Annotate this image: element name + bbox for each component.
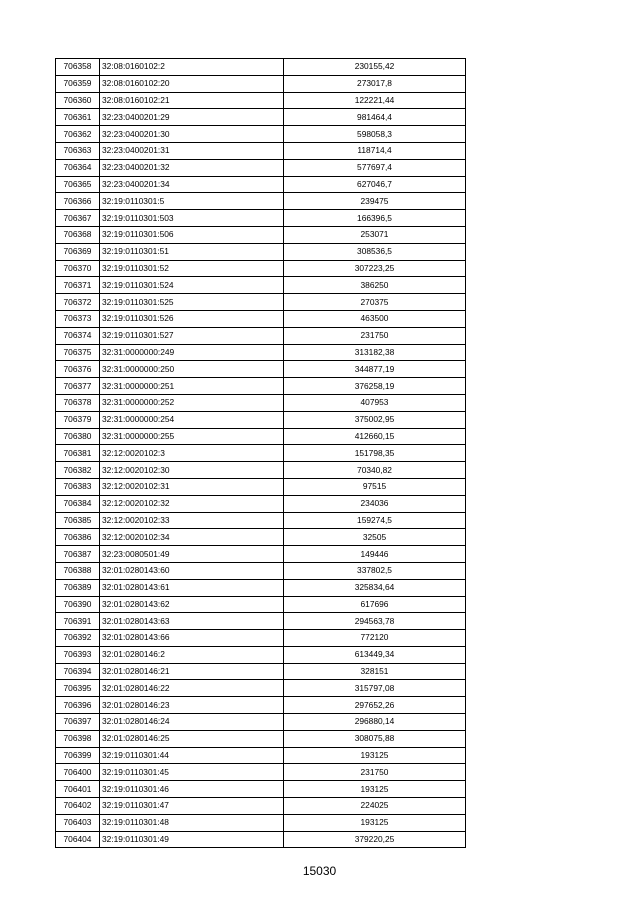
cadastral-number-cell: 32:19:0110301:525	[100, 294, 284, 311]
value-cell: 617696	[284, 596, 466, 613]
cadastral-number-cell: 32:31:0000000:254	[100, 411, 284, 428]
row-number-cell: 706365	[56, 176, 100, 193]
table-row	[56, 546, 466, 563]
value-cell: 151798,35	[284, 445, 466, 462]
row-number-cell: 706360	[56, 92, 100, 109]
row-number-cell: 706372	[56, 294, 100, 311]
value-cell: 70340,82	[284, 462, 466, 479]
row-number-cell: 706380	[56, 428, 100, 445]
value-cell: 97515	[284, 478, 466, 495]
row-number-cell: 706375	[56, 344, 100, 361]
table-row	[56, 142, 466, 159]
cadastral-number-cell: 32:01:0280143:62	[100, 596, 284, 613]
value-cell: 386250	[284, 277, 466, 294]
row-number-cell: 706386	[56, 529, 100, 546]
cadastral-number-cell: 32:12:0020102:34	[100, 529, 284, 546]
row-number-cell: 706378	[56, 394, 100, 411]
row-number-cell: 706384	[56, 495, 100, 512]
table-row	[56, 226, 466, 243]
table-row	[56, 59, 466, 76]
value-cell: 375002,95	[284, 411, 466, 428]
value-cell: 337802,5	[284, 562, 466, 579]
value-cell: 253071	[284, 226, 466, 243]
row-number-cell: 706368	[56, 226, 100, 243]
value-cell: 231750	[284, 327, 466, 344]
table-row	[56, 361, 466, 378]
cadastral-number-cell: 32:31:0000000:255	[100, 428, 284, 445]
row-number-cell: 706395	[56, 680, 100, 697]
table-row	[56, 529, 466, 546]
table-row	[56, 327, 466, 344]
table-row	[56, 394, 466, 411]
row-number-cell: 706403	[56, 814, 100, 831]
value-cell: 308075,88	[284, 730, 466, 747]
table-row	[56, 579, 466, 596]
cadastral-number-cell: 32:19:0110301:49	[100, 831, 284, 848]
cadastral-number-cell: 32:23:0400201:30	[100, 126, 284, 143]
row-number-cell: 706367	[56, 210, 100, 227]
row-number-cell: 706371	[56, 277, 100, 294]
row-number-cell: 706363	[56, 142, 100, 159]
table-row	[56, 310, 466, 327]
row-number-cell: 706383	[56, 478, 100, 495]
row-number-cell: 706399	[56, 747, 100, 764]
cadastral-number-cell: 32:23:0080501:49	[100, 546, 284, 563]
cadastral-number-cell: 32:01:0280146:24	[100, 714, 284, 731]
value-cell: 376258,19	[284, 378, 466, 395]
table-row	[56, 814, 466, 831]
row-number-cell: 706373	[56, 310, 100, 327]
row-number-cell: 706359	[56, 75, 100, 92]
cadastral-number-cell: 32:01:0280143:60	[100, 562, 284, 579]
value-cell: 407953	[284, 394, 466, 411]
value-cell: 328151	[284, 663, 466, 680]
value-cell: 315797,08	[284, 680, 466, 697]
cadastral-number-cell: 32:31:0000000:252	[100, 394, 284, 411]
row-number-cell: 706389	[56, 579, 100, 596]
row-number-cell: 706398	[56, 730, 100, 747]
cadastral-number-cell: 32:19:0110301:526	[100, 310, 284, 327]
row-number-cell: 706369	[56, 243, 100, 260]
table-row	[56, 294, 466, 311]
table-row	[56, 159, 466, 176]
table-row	[56, 462, 466, 479]
cadastral-number-cell: 32:19:0110301:52	[100, 260, 284, 277]
value-cell: 32505	[284, 529, 466, 546]
table-row	[56, 92, 466, 109]
cadastral-number-cell: 32:19:0110301:44	[100, 747, 284, 764]
table-row	[56, 378, 466, 395]
table-row	[56, 176, 466, 193]
cadastral-number-cell: 32:19:0110301:506	[100, 226, 284, 243]
row-number-cell: 706401	[56, 781, 100, 798]
table-row	[56, 344, 466, 361]
value-cell: 231750	[284, 764, 466, 781]
table-row	[56, 646, 466, 663]
cadastral-number-cell: 32:12:0020102:31	[100, 478, 284, 495]
row-number-cell: 706364	[56, 159, 100, 176]
value-cell: 193125	[284, 814, 466, 831]
table-row	[56, 747, 466, 764]
table-row	[56, 697, 466, 714]
cadastral-number-cell: 32:19:0110301:51	[100, 243, 284, 260]
value-cell: 296880,14	[284, 714, 466, 731]
value-cell: 159274,5	[284, 512, 466, 529]
page-number: 15030	[302, 864, 337, 878]
value-cell: 273017,8	[284, 75, 466, 92]
row-number-cell: 706366	[56, 193, 100, 210]
row-number-cell: 706400	[56, 764, 100, 781]
cadastral-number-cell: 32:12:0020102:32	[100, 495, 284, 512]
table-row	[56, 243, 466, 260]
cadastral-number-cell: 32:23:0400201:34	[100, 176, 284, 193]
value-cell: 230155,42	[284, 59, 466, 76]
row-number-cell: 706377	[56, 378, 100, 395]
table-row	[56, 680, 466, 697]
table-body	[56, 59, 466, 848]
cadastral-number-cell: 32:01:0280143:61	[100, 579, 284, 596]
cadastral-number-cell: 32:12:0020102:3	[100, 445, 284, 462]
cadastral-number-cell: 32:23:0400201:32	[100, 159, 284, 176]
row-number-cell: 706394	[56, 663, 100, 680]
cadastral-number-cell: 32:01:0280146:25	[100, 730, 284, 747]
table-row	[56, 630, 466, 647]
row-number-cell: 706388	[56, 562, 100, 579]
value-cell: 325834,64	[284, 579, 466, 596]
table-row	[56, 613, 466, 630]
table-row	[56, 663, 466, 680]
value-cell: 613449,34	[284, 646, 466, 663]
table-row	[56, 714, 466, 731]
table-row	[56, 445, 466, 462]
value-cell: 224025	[284, 798, 466, 815]
cadastral-number-cell: 32:08:0160102:21	[100, 92, 284, 109]
table-row	[56, 210, 466, 227]
row-number-cell: 706358	[56, 59, 100, 76]
cadastral-number-cell: 32:01:0280143:66	[100, 630, 284, 647]
row-number-cell: 706397	[56, 714, 100, 731]
cadastral-number-cell: 32:23:0400201:31	[100, 142, 284, 159]
row-number-cell: 706362	[56, 126, 100, 143]
cadastral-number-cell: 32:12:0020102:33	[100, 512, 284, 529]
cadastral-number-cell: 32:19:0110301:503	[100, 210, 284, 227]
value-cell: 297652,26	[284, 697, 466, 714]
cadastral-number-cell: 32:19:0110301:527	[100, 327, 284, 344]
value-cell: 577697,4	[284, 159, 466, 176]
table-row	[56, 277, 466, 294]
table-row	[56, 562, 466, 579]
table-row	[56, 512, 466, 529]
cadastral-number-cell: 32:19:0110301:47	[100, 798, 284, 815]
value-cell: 294563,78	[284, 613, 466, 630]
table-row	[56, 428, 466, 445]
row-number-cell: 706404	[56, 831, 100, 848]
table-row	[56, 193, 466, 210]
table-row	[56, 831, 466, 848]
value-cell: 772120	[284, 630, 466, 647]
value-cell: 122221,44	[284, 92, 466, 109]
cadastral-number-cell: 32:31:0000000:250	[100, 361, 284, 378]
value-cell: 627046,7	[284, 176, 466, 193]
row-number-cell: 706390	[56, 596, 100, 613]
row-number-cell: 706385	[56, 512, 100, 529]
cadastral-number-cell: 32:31:0000000:249	[100, 344, 284, 361]
table-row	[56, 478, 466, 495]
cadastral-number-cell: 32:01:0280146:23	[100, 697, 284, 714]
row-number-cell: 706374	[56, 327, 100, 344]
value-cell: 308536,5	[284, 243, 466, 260]
table-row	[56, 411, 466, 428]
value-cell: 166396,5	[284, 210, 466, 227]
table-row	[56, 798, 466, 815]
value-cell: 270375	[284, 294, 466, 311]
row-number-cell: 706379	[56, 411, 100, 428]
value-cell: 463500	[284, 310, 466, 327]
table-row	[56, 126, 466, 143]
row-number-cell: 706393	[56, 646, 100, 663]
row-number-cell: 706402	[56, 798, 100, 815]
value-cell: 379220,25	[284, 831, 466, 848]
row-number-cell: 706387	[56, 546, 100, 563]
row-number-cell: 706392	[56, 630, 100, 647]
cadastral-number-cell: 32:08:0160102:20	[100, 75, 284, 92]
value-cell: 981464,4	[284, 109, 466, 126]
value-cell: 313182,38	[284, 344, 466, 361]
cadastral-number-cell: 32:01:0280146:2	[100, 646, 284, 663]
cadastral-value-table	[55, 58, 466, 848]
table-row	[56, 495, 466, 512]
table-row	[56, 764, 466, 781]
value-cell: 193125	[284, 781, 466, 798]
value-cell: 344877,19	[284, 361, 466, 378]
row-number-cell: 706396	[56, 697, 100, 714]
cadastral-number-cell: 32:23:0400201:29	[100, 109, 284, 126]
table-row	[56, 596, 466, 613]
cadastral-number-cell: 32:08:0160102:2	[100, 59, 284, 76]
cadastral-number-cell: 32:01:0280146:22	[100, 680, 284, 697]
cadastral-number-cell: 32:19:0110301:48	[100, 814, 284, 831]
cadastral-number-cell: 32:19:0110301:45	[100, 764, 284, 781]
value-cell: 412660,15	[284, 428, 466, 445]
cadastral-number-cell: 32:12:0020102:30	[100, 462, 284, 479]
value-cell: 193125	[284, 747, 466, 764]
table-row	[56, 75, 466, 92]
value-cell: 307223,25	[284, 260, 466, 277]
cadastral-number-cell: 32:19:0110301:524	[100, 277, 284, 294]
row-number-cell: 706381	[56, 445, 100, 462]
table-row	[56, 260, 466, 277]
table-row	[56, 730, 466, 747]
row-number-cell: 706382	[56, 462, 100, 479]
table-row	[56, 781, 466, 798]
cadastral-number-cell: 32:01:0280146:21	[100, 663, 284, 680]
value-cell: 239475	[284, 193, 466, 210]
row-number-cell: 706361	[56, 109, 100, 126]
value-cell: 149446	[284, 546, 466, 563]
cadastral-number-cell: 32:31:0000000:251	[100, 378, 284, 395]
cadastral-number-cell: 32:01:0280143:63	[100, 613, 284, 630]
cadastral-number-cell: 32:19:0110301:46	[100, 781, 284, 798]
value-cell: 234036	[284, 495, 466, 512]
row-number-cell: 706376	[56, 361, 100, 378]
row-number-cell: 706391	[56, 613, 100, 630]
row-number-cell: 706370	[56, 260, 100, 277]
cadastral-number-cell: 32:19:0110301:5	[100, 193, 284, 210]
value-cell: 598058,3	[284, 126, 466, 143]
value-cell: 118714,4	[284, 142, 466, 159]
table-row	[56, 109, 466, 126]
